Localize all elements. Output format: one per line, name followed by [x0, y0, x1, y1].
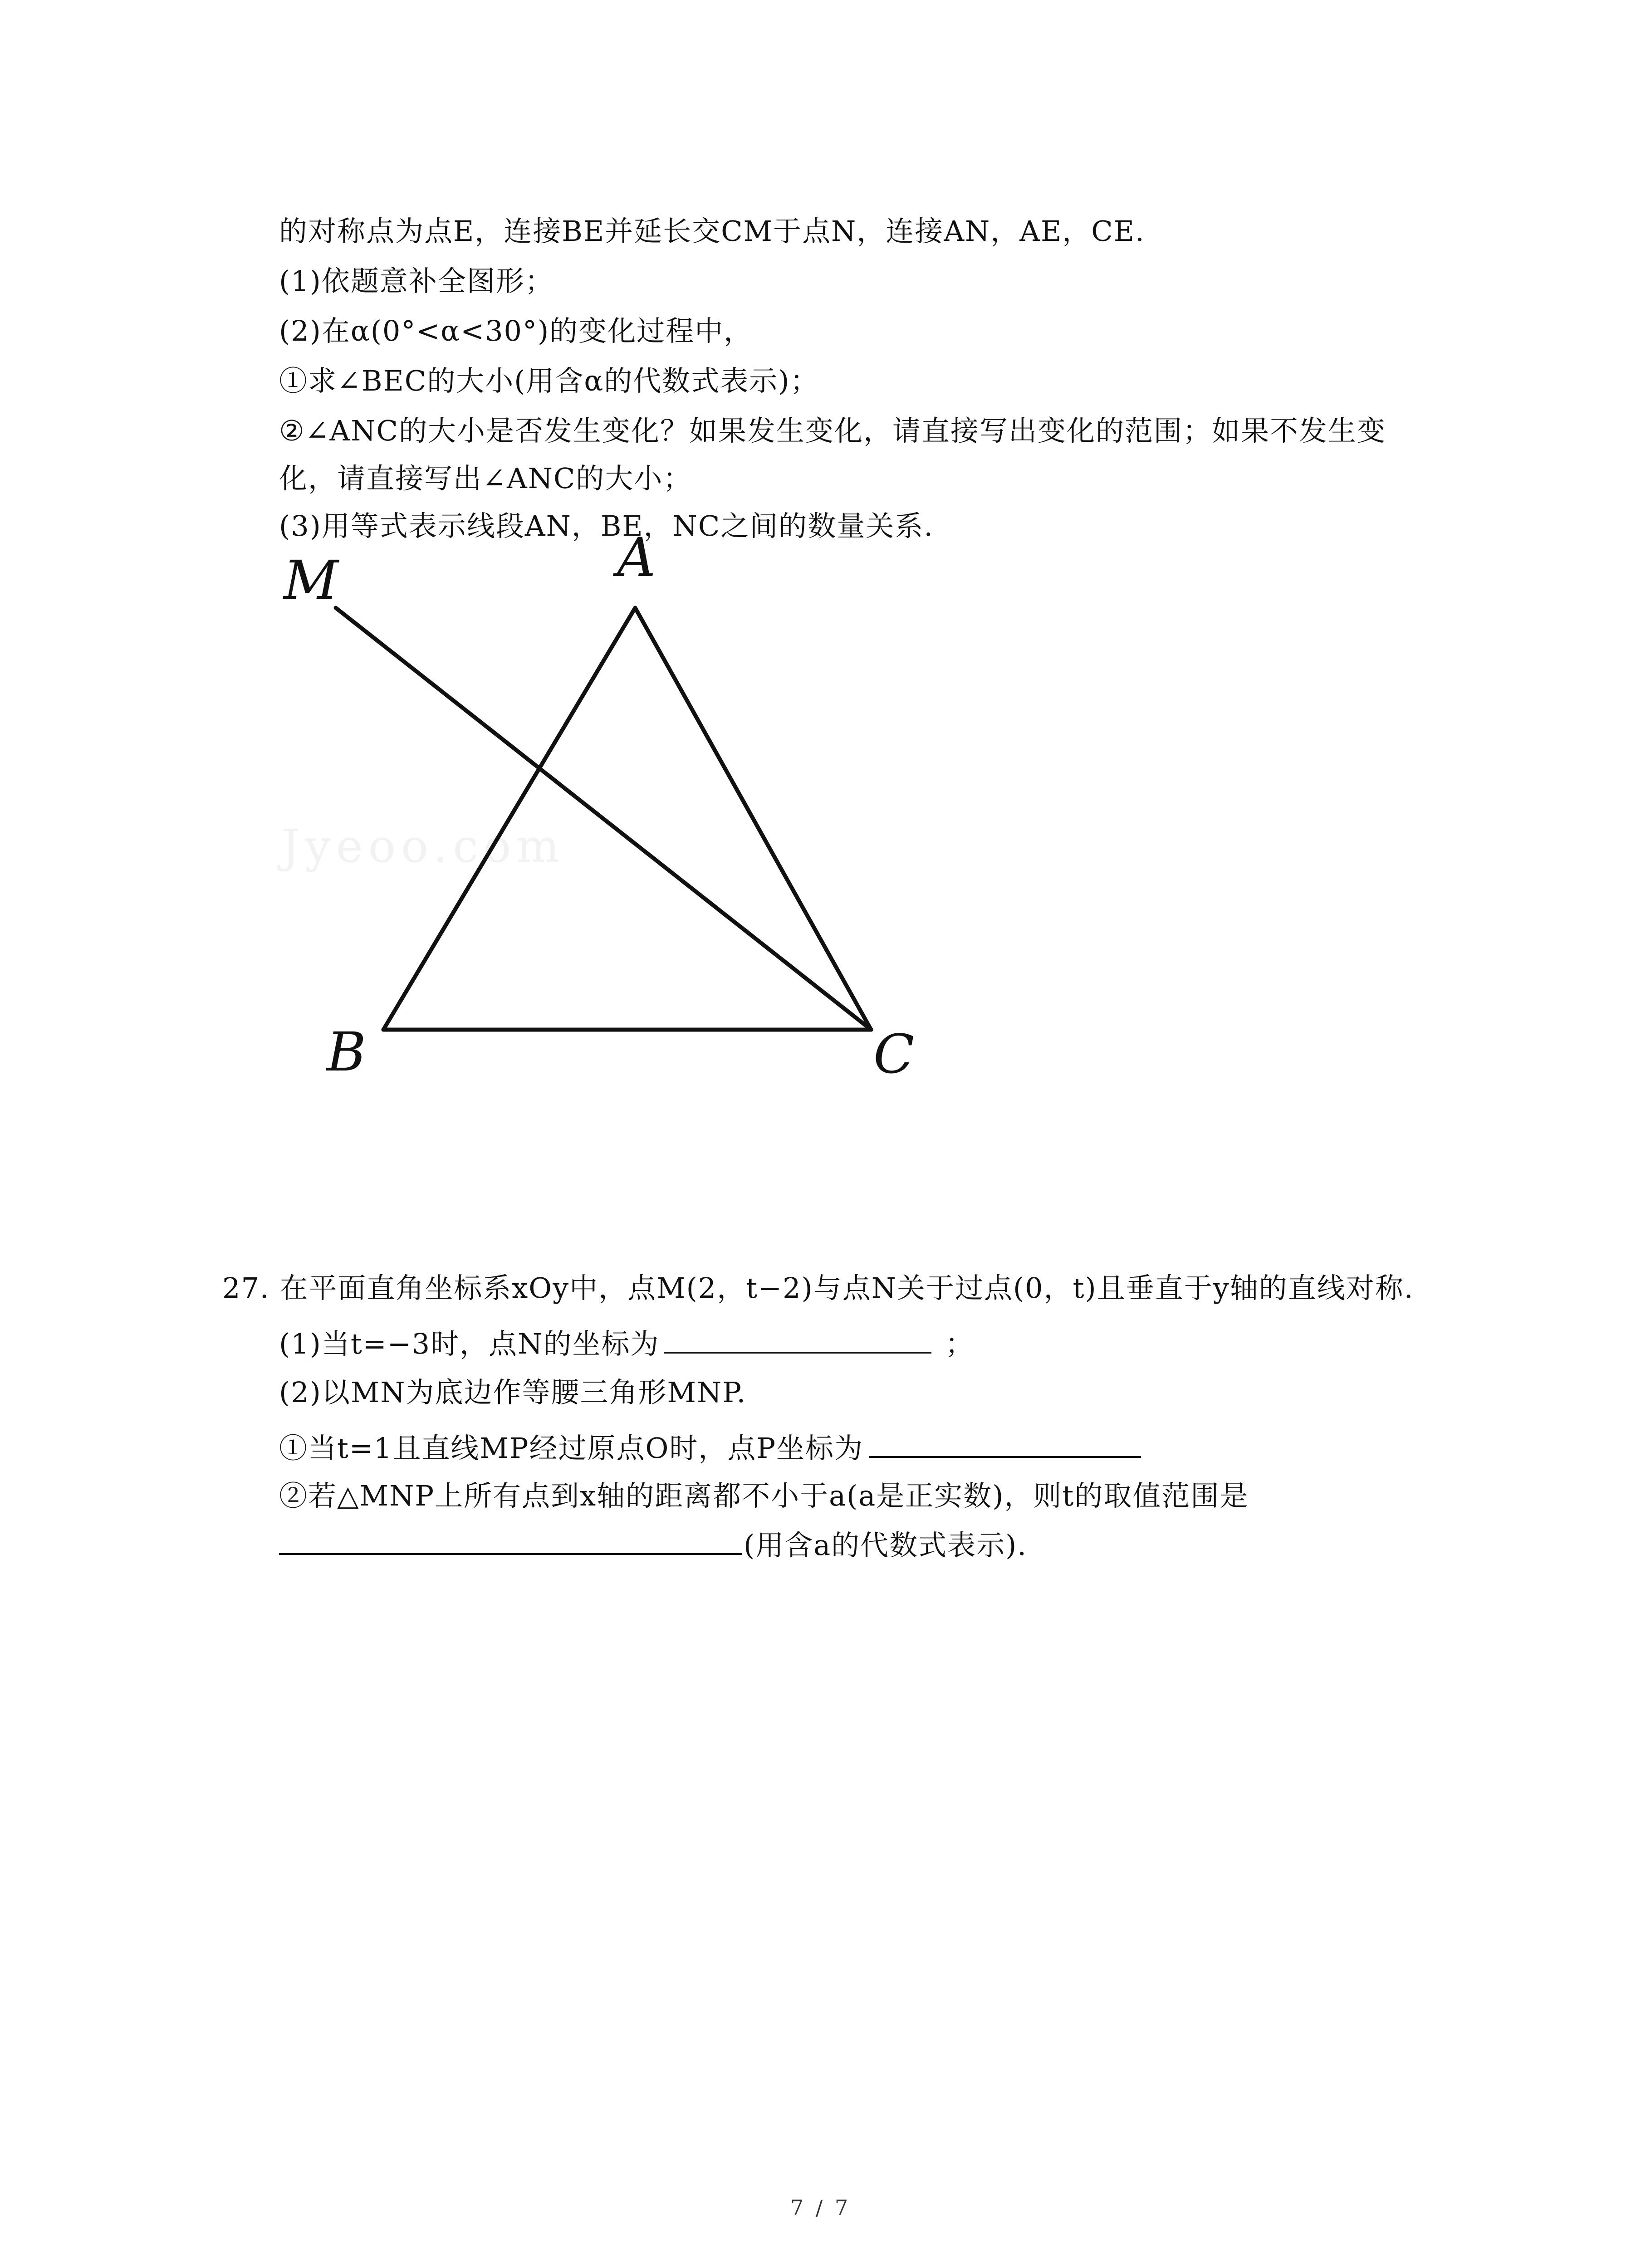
p26-part1: (1)依题意补全图形； — [279, 264, 554, 298]
p27-part2-q2-end: (用含a的代数式表示). — [744, 1529, 1028, 1562]
label-c: C — [873, 1023, 915, 1085]
p26-line1: 的对称点为点E，连接BE并延长交CM于点N，连接AN，AE，CE. — [279, 215, 1145, 248]
segment-ac — [635, 608, 871, 1030]
segment-cm — [336, 608, 871, 1030]
p27-part1 — [279, 1324, 974, 1362]
page-number: 7 / 7 — [790, 2195, 851, 2220]
label-a: A — [617, 535, 656, 589]
answer-blank-2[interactable] — [869, 1428, 1141, 1458]
p27-part2-q2: ②若△MNP上所有点到x轴的距离都不小于a(a是正实数)，则t的取值范围是 — [279, 1479, 1249, 1512]
p26-part3: (3)用等式表示线段AN，BE，NC之间的数量关系. — [279, 509, 934, 543]
triangle-svg — [254, 535, 980, 1107]
answer-blank-3[interactable] — [279, 1525, 742, 1555]
segment-ab — [383, 608, 635, 1030]
triangle-figure — [254, 535, 980, 1107]
p27-stem: 27. 在平面直角坐标系xOy中，点M(2，t−2)与点N关于过点(0，t)且垂直于y轴的直线对称. — [222, 1271, 1414, 1305]
p26-part2-q2: ②∠ANC的大小是否发生变化？如果发生变化，请直接写出变化的范围；如果不发生变 — [279, 414, 1386, 447]
p26-part2-q1: ①求∠BEC的大小(用含α的代数式表示)； — [279, 364, 819, 397]
p27-part2: (2)以MN为底边作等腰三角形MNP. — [279, 1376, 747, 1409]
watermark: Jyeoo.com — [281, 820, 565, 873]
p27-part1-text: (1)当t=−3时，点N的坐标为 — [279, 1327, 660, 1360]
p27-part1-end: ； — [945, 1327, 975, 1360]
label-m: M — [284, 549, 338, 611]
label-b: B — [327, 1021, 366, 1083]
p27-part2-q2-cont — [279, 1525, 1027, 1564]
p27-part2-q1 — [279, 1428, 1141, 1466]
p26-part2-q2-cont: 化，请直接写出∠ANC的大小； — [279, 462, 692, 495]
p27-part2-q1-text: ①当t=1且直线MP经过原点O时，点P坐标为 — [279, 1432, 864, 1465]
p26-part2: (2)在α(0°<α<30°)的变化过程中， — [279, 314, 753, 347]
answer-blank-1[interactable] — [664, 1324, 931, 1354]
